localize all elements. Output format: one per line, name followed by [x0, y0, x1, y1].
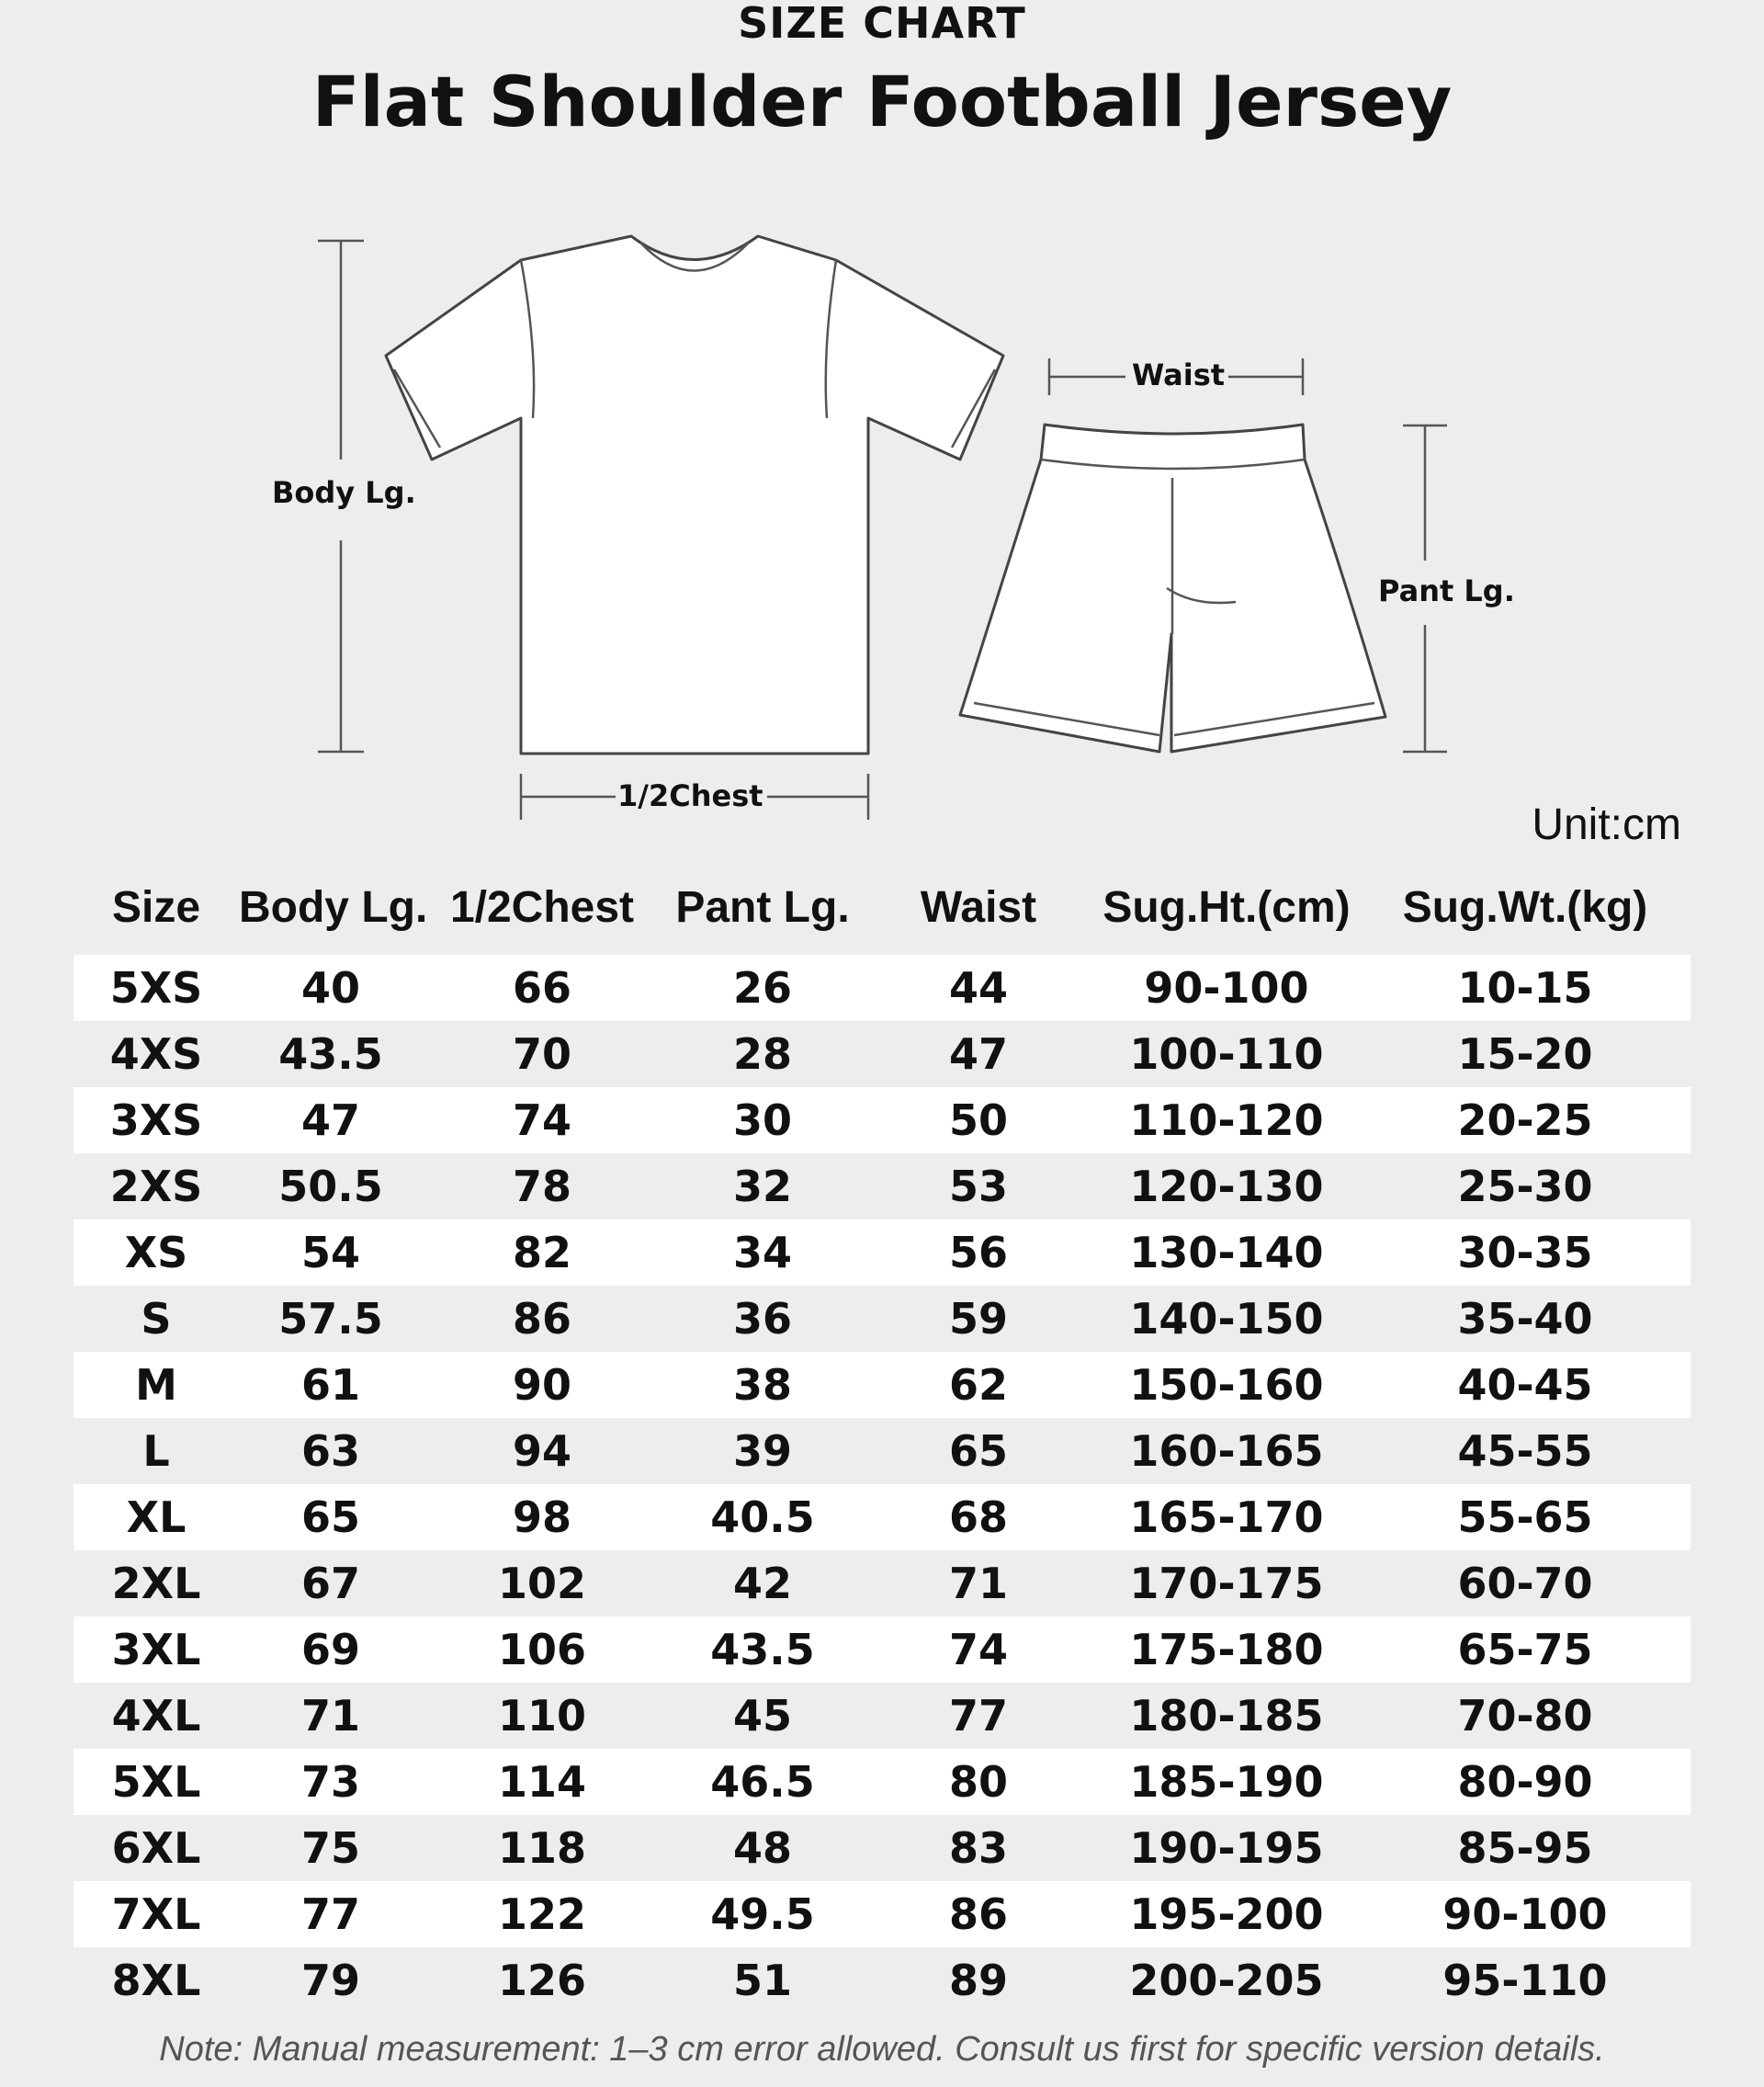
- tshirt-illustration: [386, 236, 1003, 754]
- body-length-label: Body Lg.: [272, 475, 416, 510]
- waist-cell: 62: [948, 1360, 1008, 1410]
- waist-cell: 83: [948, 1823, 1008, 1873]
- table-row: [74, 1484, 1690, 1550]
- waist-cell: 56: [948, 1228, 1008, 1277]
- size-table-header: [74, 871, 1690, 945]
- waist-cell: 89: [948, 1956, 1008, 2005]
- table-row: [74, 1881, 1690, 1947]
- pant-length-cell: 48: [732, 1823, 792, 1873]
- waist-label: Waist: [1132, 357, 1226, 392]
- body-length-cell: 63: [300, 1426, 360, 1476]
- half-chest-cell: 98: [512, 1492, 571, 1542]
- pant-length-cell: 46.5: [710, 1757, 815, 1807]
- size-cell: 5XS: [109, 963, 203, 1013]
- half-chest-cell: 122: [497, 1889, 587, 1939]
- table-row: [74, 1021, 1690, 1087]
- body-length-cell: 77: [300, 1889, 360, 1939]
- suggested-height-cell: 90-100: [1144, 963, 1309, 1013]
- suggested-weight-cell: 90-100: [1442, 1889, 1608, 1939]
- suggested-height-cell: 170-175: [1129, 1559, 1324, 1608]
- half-chest-label: 1/2Chest: [617, 778, 763, 813]
- waist-cell: 71: [948, 1559, 1008, 1608]
- table-row: [74, 1815, 1690, 1881]
- suggested-height-cell: 140-150: [1129, 1294, 1324, 1344]
- waist-cell: 53: [948, 1162, 1008, 1211]
- body-length-cell: 65: [300, 1492, 360, 1542]
- suggested-height-cell: 130-140: [1129, 1228, 1324, 1277]
- pant-length-cell: 39: [732, 1426, 792, 1476]
- suggested-weight-cell: 10-15: [1457, 963, 1593, 1013]
- half-chest-cell: 90: [512, 1360, 571, 1410]
- suggested-weight-cell: 45-55: [1457, 1426, 1593, 1476]
- table-row: [74, 1153, 1690, 1219]
- pant-length-cell: 32: [732, 1162, 792, 1211]
- half-chest-cell: 126: [497, 1956, 587, 2005]
- table-row: [74, 1286, 1690, 1352]
- waist-cell: 59: [948, 1294, 1008, 1344]
- half-chest-cell: 118: [497, 1823, 587, 1873]
- table-row: [74, 1087, 1690, 1153]
- waist-cell: 65: [948, 1426, 1008, 1476]
- suggested-height-cell: 120-130: [1129, 1162, 1324, 1211]
- waist-cell: 50: [948, 1095, 1008, 1145]
- body-length-cell: 67: [300, 1559, 360, 1608]
- suggested-weight-cell: 55-65: [1457, 1492, 1593, 1542]
- suggested-height-cell: 100-110: [1129, 1029, 1324, 1079]
- size-cell: S: [141, 1294, 172, 1344]
- body-length-cell: 71: [300, 1691, 360, 1741]
- body-length-cell: 75: [300, 1823, 360, 1873]
- size-cell: 4XS: [109, 1029, 203, 1079]
- size-cell: 4XL: [111, 1691, 201, 1741]
- half-chest-cell: 106: [497, 1625, 587, 1674]
- pant-length-cell: 38: [732, 1360, 792, 1410]
- suggested-height-cell: 200-205: [1129, 1956, 1324, 2005]
- waist-cell: 77: [948, 1691, 1008, 1741]
- suggested-weight-cell: 80-90: [1457, 1757, 1593, 1807]
- column-header-suggested-weight: Sug.Wt.(kg): [1402, 883, 1648, 932]
- body-length-cell: 61: [300, 1360, 360, 1410]
- half-chest-cell: 102: [497, 1559, 587, 1608]
- suggested-weight-cell: 65-75: [1457, 1625, 1593, 1674]
- pant-length-cell: 28: [732, 1029, 792, 1079]
- body-length-cell: 40: [300, 963, 360, 1013]
- waist-cell: 80: [948, 1757, 1008, 1807]
- size-cell: L: [142, 1426, 170, 1476]
- table-row: [74, 1550, 1690, 1616]
- half-chest-cell: 86: [512, 1294, 571, 1344]
- size-cell: 2XS: [109, 1162, 203, 1211]
- body-length-cell: 54: [300, 1228, 360, 1277]
- waist-cell: 86: [948, 1889, 1008, 1939]
- half-chest-cell: 74: [512, 1095, 571, 1145]
- body-length-cell: 73: [300, 1757, 360, 1807]
- pant-length-cell: 49.5: [710, 1889, 815, 1939]
- suggested-weight-cell: 20-25: [1457, 1095, 1593, 1145]
- table-row: [74, 1616, 1690, 1683]
- chart-title: Flat Shoulder Football Jersey: [311, 61, 1453, 142]
- size-cell: 8XL: [111, 1956, 201, 2005]
- body-length-cell: 43.5: [278, 1029, 383, 1079]
- waist-cell: 74: [948, 1625, 1008, 1674]
- size-cell: 2XL: [111, 1559, 201, 1608]
- body-length-cell: 57.5: [278, 1294, 383, 1344]
- suggested-weight-cell: 60-70: [1457, 1559, 1593, 1608]
- size-cell: M: [135, 1360, 177, 1410]
- pant-length-cell: 43.5: [710, 1625, 815, 1674]
- suggested-height-cell: 195-200: [1129, 1889, 1324, 1939]
- body-length-cell: 79: [300, 1956, 360, 2005]
- waist-cell: 44: [948, 963, 1008, 1013]
- table-row: [74, 1418, 1690, 1484]
- suggested-weight-cell: 85-95: [1457, 1823, 1593, 1873]
- pant-length-label: Pant Lg.: [1378, 573, 1515, 608]
- half-chest-cell: 70: [512, 1029, 571, 1079]
- table-row: [74, 1947, 1690, 2013]
- suggested-weight-cell: 40-45: [1457, 1360, 1593, 1410]
- waist-cell: 47: [948, 1029, 1008, 1079]
- pant-length-cell: 36: [732, 1294, 792, 1344]
- column-header-size: Size: [111, 883, 201, 932]
- suggested-height-cell: 165-170: [1129, 1492, 1324, 1542]
- pant-length-cell: 34: [732, 1228, 792, 1277]
- measurement-note: Note: Manual measurement: 1–3 cm error allowed. Consult us first for specific version details.: [159, 2030, 1605, 2069]
- half-chest-cell: 82: [512, 1228, 571, 1277]
- size-cell: 5XL: [111, 1757, 201, 1807]
- size-cell: XL: [126, 1492, 187, 1542]
- column-header-pant-length: Pant Lg.: [675, 883, 850, 932]
- suggested-weight-cell: 15-20: [1457, 1029, 1593, 1079]
- garment-diagram: [0, 0, 1764, 827]
- unit-label: Unit:cm: [1532, 800, 1681, 849]
- half-chest-cell: 66: [512, 963, 571, 1013]
- column-header-suggested-height: Sug.Ht.(cm): [1102, 883, 1351, 932]
- suggested-height-cell: 160-165: [1129, 1426, 1324, 1476]
- pant-length-cell: 40.5: [710, 1492, 815, 1542]
- body-length-cell: 50.5: [278, 1162, 383, 1211]
- table-row: [74, 1749, 1690, 1815]
- body-length-cell: 47: [300, 1095, 360, 1145]
- suggested-weight-cell: 35-40: [1457, 1294, 1593, 1344]
- table-row: [74, 955, 1690, 1021]
- table-row: [74, 1352, 1690, 1418]
- suggested-weight-cell: 30-35: [1457, 1228, 1593, 1277]
- suggested-height-cell: 180-185: [1129, 1691, 1324, 1741]
- size-cell: 3XL: [111, 1625, 201, 1674]
- suggested-weight-cell: 25-30: [1457, 1162, 1593, 1211]
- pant-length-cell: 45: [732, 1691, 792, 1741]
- pant-length-cell: 30: [732, 1095, 792, 1145]
- half-chest-cell: 78: [512, 1162, 571, 1211]
- column-header-half-chest: 1/2Chest: [449, 883, 635, 932]
- half-chest-cell: 110: [497, 1691, 587, 1741]
- suggested-height-cell: 110-120: [1129, 1095, 1324, 1145]
- half-chest-cell: 94: [512, 1426, 571, 1476]
- half-chest-cell: 114: [497, 1757, 587, 1807]
- suggested-height-cell: 185-190: [1129, 1757, 1324, 1807]
- waist-cell: 68: [948, 1492, 1008, 1542]
- table-row: [74, 1219, 1690, 1286]
- suggested-height-cell: 190-195: [1129, 1823, 1324, 1873]
- size-table-body: [74, 955, 1690, 2013]
- suggested-height-cell: 150-160: [1129, 1360, 1324, 1410]
- pant-length-cell: 51: [732, 1956, 792, 2005]
- chart-subtitle: SIZE CHART: [738, 0, 1026, 48]
- suggested-height-cell: 175-180: [1129, 1625, 1324, 1674]
- size-cell: 6XL: [111, 1823, 201, 1873]
- size-cell: 3XS: [109, 1095, 203, 1145]
- column-header-body-length: Body Lg.: [239, 883, 428, 932]
- size-cell: XS: [124, 1228, 188, 1277]
- suggested-weight-cell: 95-110: [1442, 1956, 1608, 2005]
- suggested-weight-cell: 70-80: [1457, 1691, 1593, 1741]
- body-length-cell: 69: [300, 1625, 360, 1674]
- pant-length-cell: 26: [732, 963, 792, 1013]
- table-row: [74, 1683, 1690, 1749]
- size-cell: 7XL: [111, 1889, 201, 1939]
- column-header-waist: Waist: [920, 883, 1037, 932]
- pant-length-cell: 42: [732, 1559, 792, 1608]
